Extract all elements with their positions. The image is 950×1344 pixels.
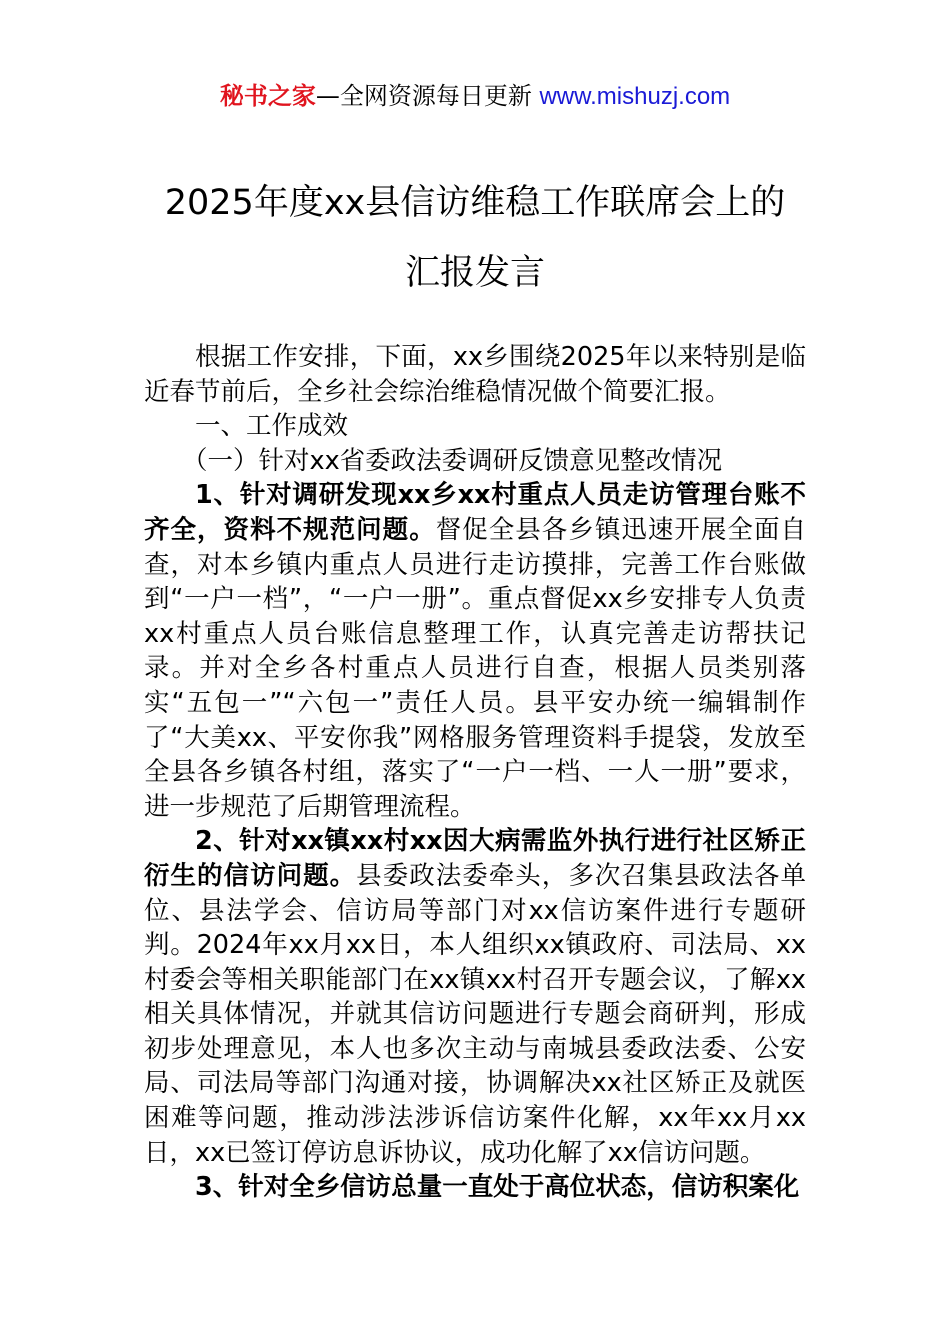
item1-paragraph xyxy=(144,478,806,824)
document-title-line2: 汇报发言 xyxy=(404,253,545,293)
item2-heading: 2、针对xx镇xx村xx因大病需监外执行进行社区矫正衍生的信访问题。 xyxy=(144,826,806,891)
item1-heading: 1、针对调研发现xx乡xx村重点人员走访管理台账不齐全，资料不规范问题。 xyxy=(144,480,806,545)
subsection-heading: （一）针对xx省委政法委调研反馈意见整改情况 xyxy=(182,445,723,476)
site-url-link[interactable]: www.mishuzj.com xyxy=(539,83,731,110)
site-header xyxy=(0,80,950,113)
item3-paragraph xyxy=(144,1170,806,1205)
item1-text: 督促全县各乡镇迅速开展全面自查，对本乡镇内重点人员进行走访摸排，完善工作台账做到“一户一档”，“一户一册”。重点督促xx乡安排专人负责xx村重点人员台账信息整理工作，认真完善走访帮扶记录。并对全乡各村重点人员进行自查，根据人员类别落实“五包一”“六包一”责任人员。县平安办统一编辑制作了“大美xx、平安你我”网格服务管理资料手提袋，发放至全县各乡镇各村组，落实了“一户一档、一人一册”要求，进一步规范了后期管理流程。 xyxy=(144,514,806,822)
item2-text: 县委政法委牵头，多次召集县政法各单位、县法学会、信访局等部门对xx信访案件进行专题研判。2024年xx月xx日，本人组织xx镇政府、司法局、xx村委会等相关职能部门在xx镇xx村召开专题会议，了解xx相关具体情况，并就其信访问题进行专题会商研判，形成初步处理意见，本人也多次主动与南城县委政法委、公安局、司法局等部门沟通对接，协调解决xx社区矫正及就医困难等问题，推动涉法涉诉信访案件化解，xx年xx月xx日，xx已签订停访息诉协议，成功化解了xx信访问题。 xyxy=(144,860,806,1168)
item2-paragraph xyxy=(144,824,806,1170)
header-tagline: —全网资源每日更新 xyxy=(315,82,532,110)
document-title-line1: 2025年度xx县信访维稳工作联席会上的 xyxy=(164,183,786,223)
document-body xyxy=(144,340,806,1205)
intro-paragraph: 根据工作安排，下面，xx乡围绕2025年以来特别是临近春节前后，全乡社会综治维稳情况做个简要汇报。 xyxy=(144,342,806,407)
item3-heading: 3、针对全乡信访总量一直处于高位状态，信访积案化 xyxy=(195,1172,800,1203)
brand-name: 秘书之家 xyxy=(219,82,316,110)
section-heading: 一、工作成效 xyxy=(195,411,349,442)
